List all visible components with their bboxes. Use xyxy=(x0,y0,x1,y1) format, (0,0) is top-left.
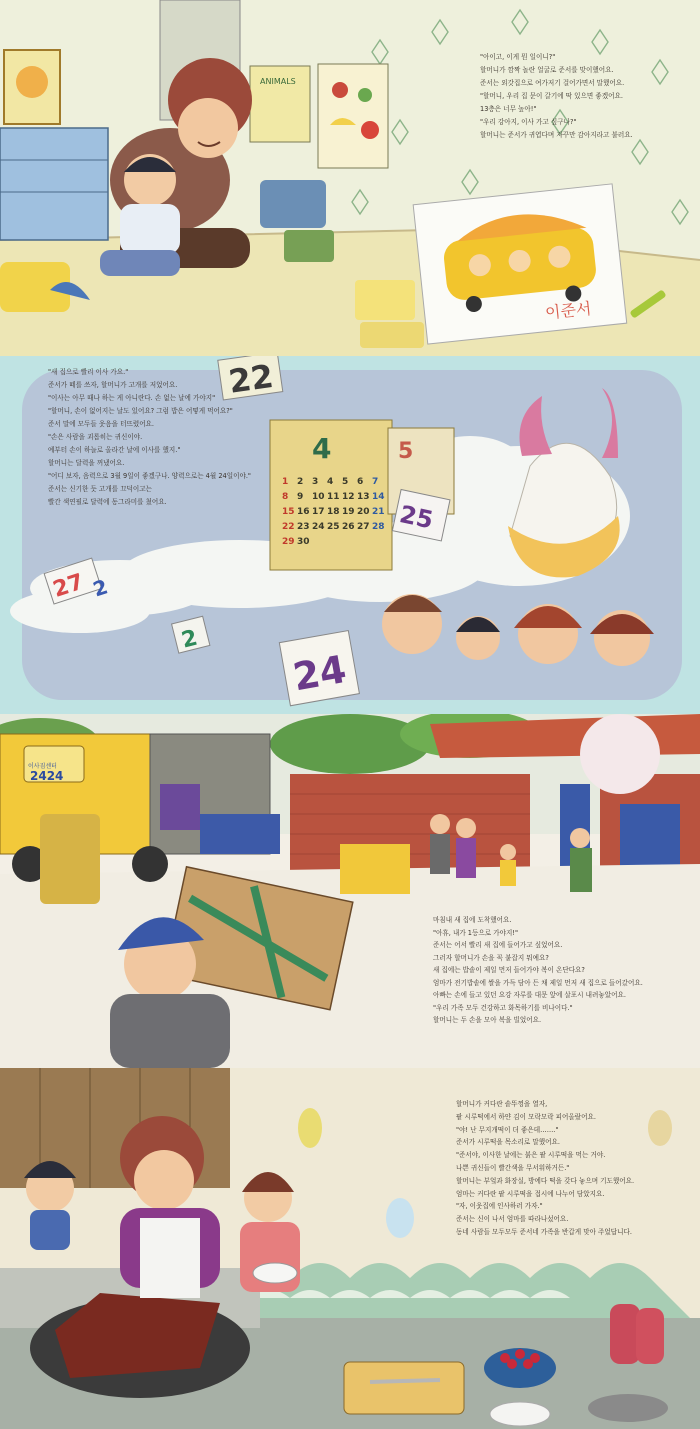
story-line: 동네 사람들 모두모두 준서네 가족을 반갑게 맞아 주었답니다. xyxy=(456,1227,633,1236)
story-line: "할머니, 손이 없어지는 날도 있어요? 그럼 밥은 어떻게 먹어요?" xyxy=(48,407,233,415)
poster-label: ANIMALS xyxy=(260,77,296,86)
calendar-day: 19 xyxy=(342,507,355,517)
calendar-day: 29 xyxy=(282,537,295,547)
story-line: 할머니는 준서가 귀엽다며 자꾸만 감아지라고 불러요. xyxy=(480,131,633,139)
calendar-day: 5 xyxy=(342,477,349,487)
story-line: "준서야, 이사한 날에는 붉은 팥 시루떡을 먹는 거야. xyxy=(456,1151,606,1160)
story-line: 준서는 신기한 듯 고개를 끄덕이고는 xyxy=(48,485,152,493)
calendar-day: 22 xyxy=(282,522,295,532)
story-text-2 xyxy=(48,366,251,509)
calendar-day: 3 xyxy=(312,477,319,487)
number-card-24: 24 xyxy=(289,646,350,700)
story-line: 나쁜 귀신들이 빨간색을 무서워하거든." xyxy=(456,1163,570,1172)
story-line: "이사는 아무 때나 하는 게 아니란다. 손 없는 날에 가야지" xyxy=(48,394,216,402)
story-line: "야! 난 무지개떡이 더 좋은데……." xyxy=(456,1125,559,1134)
story-line: 할머니는 두 손을 모아 복을 빌었어요. xyxy=(433,1016,542,1024)
story-line: 빨간 색연필로 달력에 동그라미를 쳤어요. xyxy=(48,498,167,506)
story-text-1 xyxy=(480,51,633,142)
calendar-day: 17 xyxy=(312,507,325,517)
story-line: "우리 강아지, 이사 가고 싶구나?" xyxy=(480,118,577,126)
calendar-day: 16 xyxy=(297,507,310,517)
calendar-day: 27 xyxy=(357,522,370,532)
story-line: 할머니는 부엌과 화장실, 방에다 떡을 갖다 놓으며 기도했어요. xyxy=(456,1176,635,1185)
story-line: 할머니가 커다란 솥뚜껑을 열자, xyxy=(456,1100,548,1108)
story-line: "새 집으로 빨리 이사 가요." xyxy=(48,368,129,376)
story-line: 준서가 떼를 쓰자, 할머니가 고개를 저었어요. xyxy=(48,381,178,389)
story-line: 준서가 시루떡을 목소리로 말했어요. xyxy=(456,1138,560,1147)
calendar-day: 1 xyxy=(282,477,289,487)
calendar-day: 15 xyxy=(282,507,295,517)
story-line: "아이고, 이게 뭔 일이니?" xyxy=(480,53,556,61)
story-line: 준서는 신이 나서 엄마를 따라나섰어요. xyxy=(456,1215,569,1224)
calendar-day: 12 xyxy=(342,492,355,502)
story-line: 준서 말에 모두들 웃음을 터뜨렸어요. xyxy=(48,420,155,428)
calendar-day: 24 xyxy=(312,522,325,532)
calendar-day: 30 xyxy=(297,537,310,547)
calendar-month-next: 5 xyxy=(398,439,414,464)
story-line: 준서는 어서 빨리 새 집에 들어가고 싶었어요. xyxy=(433,941,563,949)
story-line: 그러자 할머니가 손을 꼭 붙잡지 뭐예요? xyxy=(433,953,549,962)
story-line: "할머니, 우리 집 문이 갈기에 딱 있으면 좋겠어요. xyxy=(480,92,623,100)
story-line: 예부터 손이 하늘로 올라간 날에 이사를 했지." xyxy=(48,446,181,454)
panel-grandma-hug xyxy=(0,0,700,356)
calendar-day: 14 xyxy=(372,492,385,502)
calendar-month-main: 4 xyxy=(312,432,332,465)
calendar-day: 9 xyxy=(297,492,304,502)
story-line: 마침내 새 집에 도착했어요. xyxy=(433,916,512,924)
calendar-day: 8 xyxy=(282,492,289,502)
story-line: 엄마가 전기밥솥에 쌀을 가득 담아 든 채 제일 먼저 새 집으로 들어갔어요. xyxy=(433,978,643,987)
calendar-day: 13 xyxy=(357,492,370,502)
story-line: 새 집에는 밥솥이 제일 먼저 들어가야 복이 온단다요? xyxy=(433,966,585,974)
number-card-2b: 2 xyxy=(89,574,111,602)
story-line: 13층은 너무 높아!" xyxy=(480,105,537,113)
story-text-4 xyxy=(456,1098,634,1239)
calendar-day: 25 xyxy=(327,522,340,532)
number-card-27: 27 xyxy=(50,569,87,603)
calendar-day: 28 xyxy=(372,522,385,532)
calendar-day: 10 xyxy=(312,492,325,502)
story-text-3 xyxy=(433,914,643,1027)
calendar-day: 21 xyxy=(372,507,385,517)
panel-calendar-dream xyxy=(0,356,700,714)
story-line: "우리 가족 모두 건강하고 화목하기를 비나이다." xyxy=(433,1003,573,1012)
calendar-day: 20 xyxy=(357,507,370,517)
calendar-day: 18 xyxy=(327,507,340,517)
story-line: 아빠는 손에 들고 있던 요강 자루를 대문 앞에 살포시 내려놓았어요. xyxy=(433,991,626,999)
panel-rice-cake xyxy=(0,1068,700,1429)
story-line: 준서는 외갓집으로 여가저기 걸어가면서 말했어요. xyxy=(480,79,625,87)
truck-number: 2424 xyxy=(30,769,64,783)
story-line: "손은 사람을 괴롭히는 귀신이야. xyxy=(48,433,143,441)
calendar-day: 7 xyxy=(372,477,379,487)
drawing-signature: 이준서 xyxy=(544,298,593,323)
story-line: "아휴, 내가 1등으로 가야지!" xyxy=(433,928,518,937)
number-card-25: 25 xyxy=(397,500,436,535)
calendar-day: 4 xyxy=(327,477,334,487)
story-line: 엄마는 커다란 팥 시루떡을 접시에 나누어 담았지요. xyxy=(456,1189,605,1198)
number-card-2: 2 xyxy=(179,625,200,654)
story-line: "어디 보자, 음력으로 3월 9일이 좋겠구나. 양력으로는 4월 24일이야." xyxy=(48,472,251,480)
truck-caption: 이사짐센터 xyxy=(28,763,57,770)
calendar-day: 2 xyxy=(297,477,304,487)
story-line: 할머니는 달력을 꺼냈어요. xyxy=(48,459,125,467)
story-line: 할머니가 깜짝 놀란 얼굴로 준서를 맞이했어요. xyxy=(480,66,614,74)
calendar-day: 26 xyxy=(342,522,355,532)
calendar-day: 6 xyxy=(357,477,364,487)
calendar-day: 11 xyxy=(327,492,340,502)
number-card-22: 22 xyxy=(226,357,276,401)
panel-moving-day xyxy=(0,714,700,1068)
story-line: "자, 이웃집에 인사하러 가자." xyxy=(456,1202,543,1211)
calendar-day: 23 xyxy=(297,522,310,532)
story-line: 팥 시루떡에서 하얀 김이 모락모락 피어올랐어요. xyxy=(456,1112,596,1121)
